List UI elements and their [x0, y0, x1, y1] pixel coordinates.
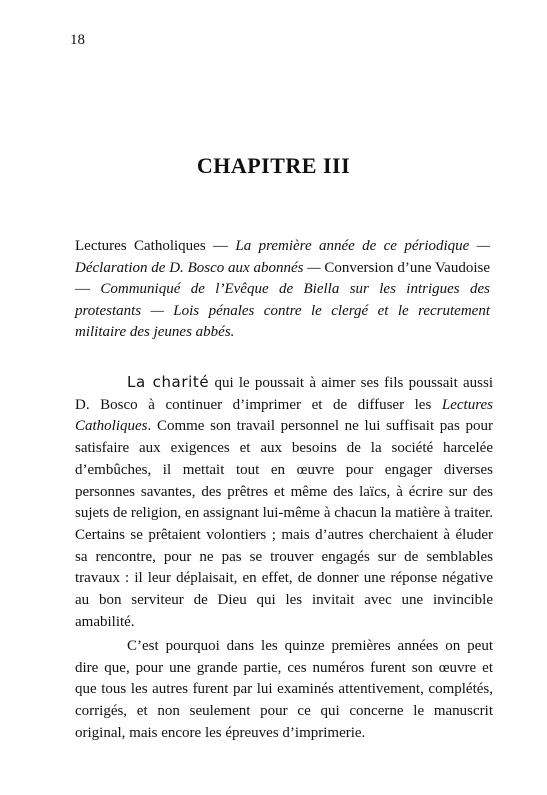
paragraph-text-italic: Lectures Catholiques [75, 396, 493, 435]
summary-part: Conversion d’une Vaudoise — [75, 259, 490, 297]
paragraph-text: . Comme son travail personnel ne lui suffisait pas pour satisfaire aux exigences et aux besoins de la société harcelée d’embûches, il mettait tout en œuvre pour engager diverses personnes savantes, des prêtres et même des laïcs, à écrire sur des sujets de religion, en assignant lui-même à chacun la matière à traiter. Certains se prêtaient volontiers ; mais d’autres cherchaient à éluder sa rencontre, pour ne pas se trouver engagés sur de semblables travaux : il leur déplaisait, en effet, de donner une réponse négative au bon serviteur de Dieu qui les invitait avec une invincible amabilité. [75, 418, 493, 630]
paragraph-text: qui le poussait à aimer ses fils poussait aussi D. Bosco à continuer d’imprimer et de diffuser les [75, 375, 493, 413]
chapter-summary [75, 236, 490, 344]
summary-part-italic: Communiqué de l’Evêque de Biella sur les intrigues des protestants — Lois pénales contre le clergé et le recrutement militaire des jeunes abbés. [75, 281, 491, 340]
paragraph-text: C’est pourquoi dans les quinze premières années on peut dire que, pour une grande partie, ces numéros furent son œuvre et que tous les autres furent par lui examinés attentivement, complétés, corrigés, et non seulement pour ce qui concerne le manuscrit original, mais encore les épreuves d’imprimerie. [75, 638, 493, 741]
chapter-title: CHAPITRE III [196, 153, 351, 178]
page-number: 18 [70, 32, 85, 48]
summary-part-italic: La première année de ce périodique — Déclaration de D. Bosco aux abonnés — [75, 238, 491, 276]
summary-part: Lectures Catholiques — [75, 238, 236, 254]
paragraph-opening: La charité [127, 373, 210, 391]
body-paragraph-1 [75, 372, 493, 633]
body-paragraph-2 [75, 636, 493, 745]
